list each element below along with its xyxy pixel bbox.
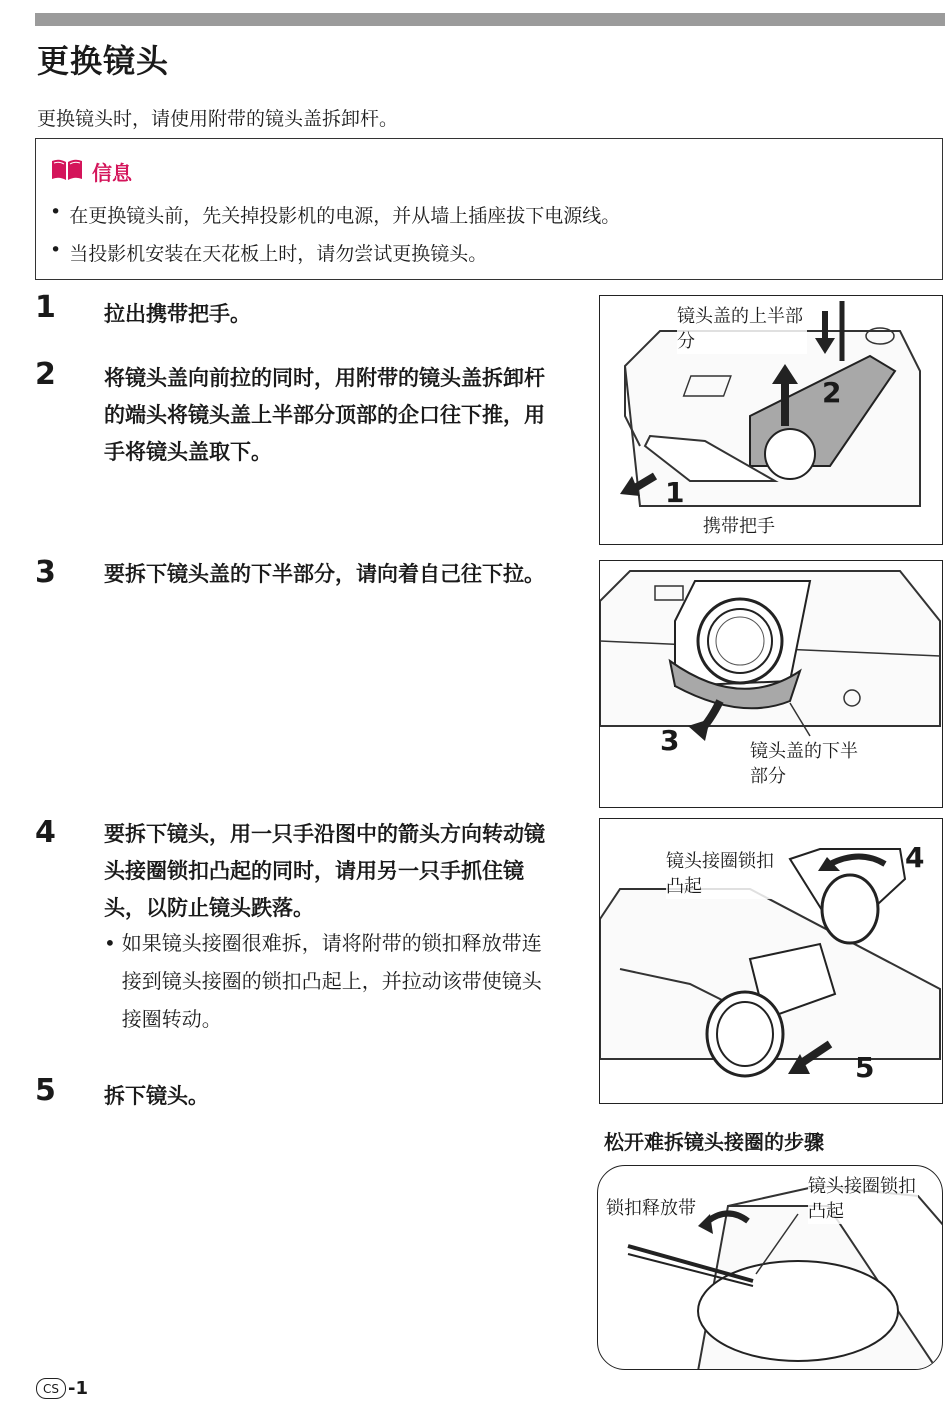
figure-upper-cover	[599, 295, 943, 545]
step-number: 5	[35, 1073, 56, 1108]
info-heading	[50, 157, 132, 186]
step-marker: 4	[905, 841, 925, 874]
info-item	[50, 201, 620, 228]
step-marker: 5	[855, 1051, 875, 1084]
step-text: 将镜头盖向前拉的同时，用附带的镜头盖拆卸杆的端头将镜头盖上半部分顶部的企口往下推，用手将镜头盖取下。	[104, 366, 545, 464]
step-text: 拉出携带把手。	[104, 302, 251, 326]
bullet-icon: •	[50, 239, 62, 261]
figure-release-strap	[597, 1165, 943, 1370]
step-number: 3	[35, 555, 56, 590]
bullet-icon: •	[50, 201, 62, 223]
header-bar	[35, 13, 945, 26]
page-title: 更换镜头	[37, 42, 170, 80]
step-number: 1	[35, 290, 56, 325]
label-lens-ring-lock: 镜头接圈锁扣凸起	[808, 1176, 916, 1222]
label-carry-handle: 携带把手	[703, 516, 775, 537]
step-number: 2	[35, 357, 56, 392]
info-item-text: 当投影机安装在天花板上时，请勿尝试更换镜头。	[69, 243, 488, 265]
step-marker: 2	[822, 376, 842, 409]
figure-lens-ring	[599, 818, 943, 1104]
info-item	[50, 239, 487, 266]
page-number	[36, 1378, 88, 1399]
label-upper-cover: 镜头盖的上半部分	[677, 304, 807, 354]
step-text: 要拆下镜头，用一只手沿图中的箭头方向转动镜头接圈锁扣凸起的同时，请用另一只手抓住镜头，以防止镜头跌落。	[104, 822, 545, 920]
language-badge: CS	[36, 1378, 66, 1399]
label-lower-cover: 镜头盖的下半部分	[750, 739, 870, 789]
label-release-strap: 锁扣释放带	[606, 1198, 696, 1219]
book-icon	[50, 158, 84, 186]
bullet-icon: •	[104, 931, 116, 955]
step4-note	[104, 924, 559, 1038]
figure-lower-cover	[599, 560, 943, 808]
info-title: 信息	[92, 161, 132, 185]
release-steps-title: 松开难拆镜头接圈的步骤	[604, 1130, 824, 1154]
step-marker: 3	[660, 724, 680, 757]
label-lens-ring-lock: 镜头接圈锁扣凸起	[666, 849, 786, 899]
intro-text: 更换镜头时，请使用附带的镜头盖拆卸杆。	[37, 108, 399, 130]
info-item-text: 在更换镜头前，先关掉投影机的电源，并从墙上插座拔下电源线。	[69, 205, 621, 227]
info-box	[35, 138, 943, 280]
page-number-text: -1	[68, 1378, 88, 1399]
step-number: 4	[35, 815, 56, 850]
step4-note-text: 如果镜头接圈很难拆，请将附带的锁扣释放带连接到镜头接圈的锁扣凸起上，并拉动该带使镜头接圈转动。	[121, 931, 542, 1031]
step-text: 拆下镜头。	[104, 1084, 209, 1108]
step-marker: 1	[665, 476, 685, 509]
step-text: 要拆下镜头盖的下半部分，请向着自己往下拉。	[104, 562, 545, 586]
